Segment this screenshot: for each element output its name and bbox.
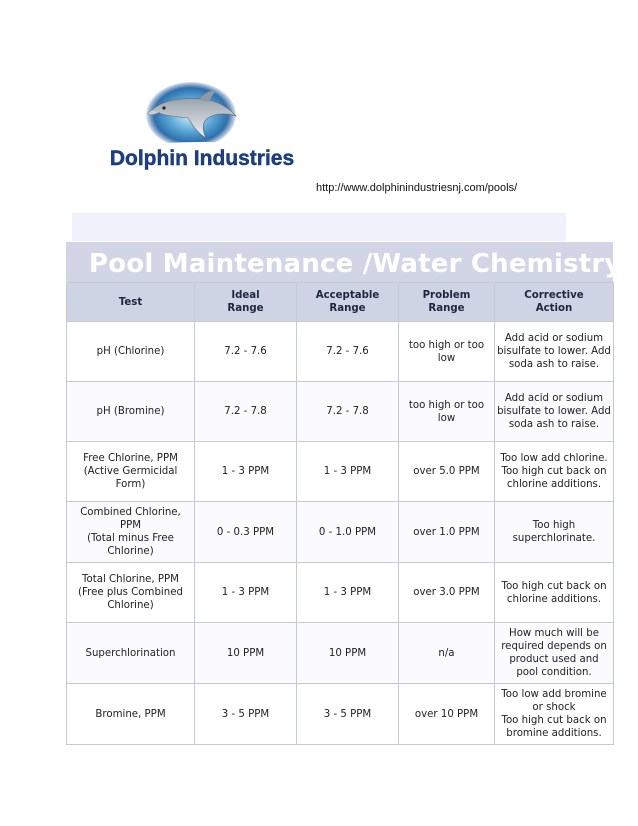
- table-row: [67, 563, 614, 623]
- corrective-action-cell: Too high superchlorinate.: [495, 502, 614, 563]
- test-cell: pH (Chlorine): [67, 322, 195, 382]
- problem-range-cell: over 5.0 PPM: [399, 442, 495, 502]
- problem-range-cell: too high or too low: [399, 322, 495, 382]
- acceptable-range-cell: 7.2 - 7.8: [297, 382, 399, 442]
- problem-range-cell: n/a: [399, 623, 495, 684]
- corrective-action-cell: Add acid or sodium bisulfate to lower. Add soda ash to raise.: [495, 382, 614, 442]
- test-cell: Bromine, PPM: [67, 684, 195, 745]
- acceptable-range-cell: 7.2 - 7.6: [297, 322, 399, 382]
- ideal-range-cell: 7.2 - 7.8: [195, 382, 297, 442]
- problem-range-cell: over 10 PPM: [399, 684, 495, 745]
- ideal-range-cell: 0 - 0.3 PPM: [195, 502, 297, 563]
- problem-range-cell: too high or too low: [399, 382, 495, 442]
- table-row: [67, 322, 614, 382]
- ideal-range-cell: 1 - 3 PPM: [195, 442, 297, 502]
- header-corrective-action: Corrective Action: [495, 283, 614, 322]
- water-chemistry-table: [66, 282, 614, 745]
- header-problem-range: Problem Range: [399, 283, 495, 322]
- corrective-action-cell: Add acid or sodium bisulfate to lower. Add soda ash to raise.: [495, 322, 614, 382]
- acceptable-range-cell: 1 - 3 PPM: [297, 563, 399, 623]
- test-cell: Total Chlorine, PPM (Free plus Combined Chlorine): [67, 563, 195, 623]
- page-title: Pool Maintenance /Water Chemistry: [89, 249, 622, 279]
- dolphin-industries-logo: [104, 80, 300, 180]
- table-row: [67, 442, 614, 502]
- table-row: [67, 502, 614, 563]
- header-ideal-range: Ideal Range: [195, 283, 297, 322]
- ideal-range-cell: 1 - 3 PPM: [195, 563, 297, 623]
- problem-range-cell: over 1.0 PPM: [399, 502, 495, 563]
- problem-range-cell: over 3.0 PPM: [399, 563, 495, 623]
- dolphin-logo-icon: [104, 80, 300, 180]
- corrective-action-cell: Too low add bromine or shock Too high cut back on bromine additions.: [495, 684, 614, 745]
- ideal-range-cell: 10 PPM: [195, 623, 297, 684]
- ideal-range-cell: 7.2 - 7.6: [195, 322, 297, 382]
- source-url: http://www.dolphinindustriesnj.com/pools/: [316, 182, 518, 194]
- table-row: [67, 382, 614, 442]
- acceptable-range-cell: 1 - 3 PPM: [297, 442, 399, 502]
- table-row: [67, 623, 614, 684]
- header-acceptable-range: Acceptable Range: [297, 283, 399, 322]
- svg-text:Dolphin Industries: Dolphin Industries: [109, 147, 295, 170]
- test-cell: Free Chlorine, PPM (Active Germicidal Form): [67, 442, 195, 502]
- chemistry-sheet: [66, 242, 622, 740]
- acceptable-range-cell: 3 - 5 PPM: [297, 684, 399, 745]
- header-strip: [72, 213, 566, 241]
- title-banner: [66, 242, 622, 282]
- corrective-action-cell: Too high cut back on chlorine additions.: [495, 563, 614, 623]
- test-cell: Combined Chlorine, PPM (Total minus Free Chlorine): [67, 502, 195, 563]
- table-row: [67, 684, 614, 745]
- test-cell: Superchlorination: [67, 623, 195, 684]
- test-cell: pH (Bromine): [67, 382, 195, 442]
- table-header-row: [67, 283, 614, 322]
- acceptable-range-cell: 10 PPM: [297, 623, 399, 684]
- acceptable-range-cell: 0 - 1.0 PPM: [297, 502, 399, 563]
- corrective-action-cell: Too low add chlorine. Too high cut back on chlorine additions.: [495, 442, 614, 502]
- header-test: Test: [67, 283, 195, 322]
- corrective-action-cell: How much will be required depends on product used and pool condition.: [495, 623, 614, 684]
- ideal-range-cell: 3 - 5 PPM: [195, 684, 297, 745]
